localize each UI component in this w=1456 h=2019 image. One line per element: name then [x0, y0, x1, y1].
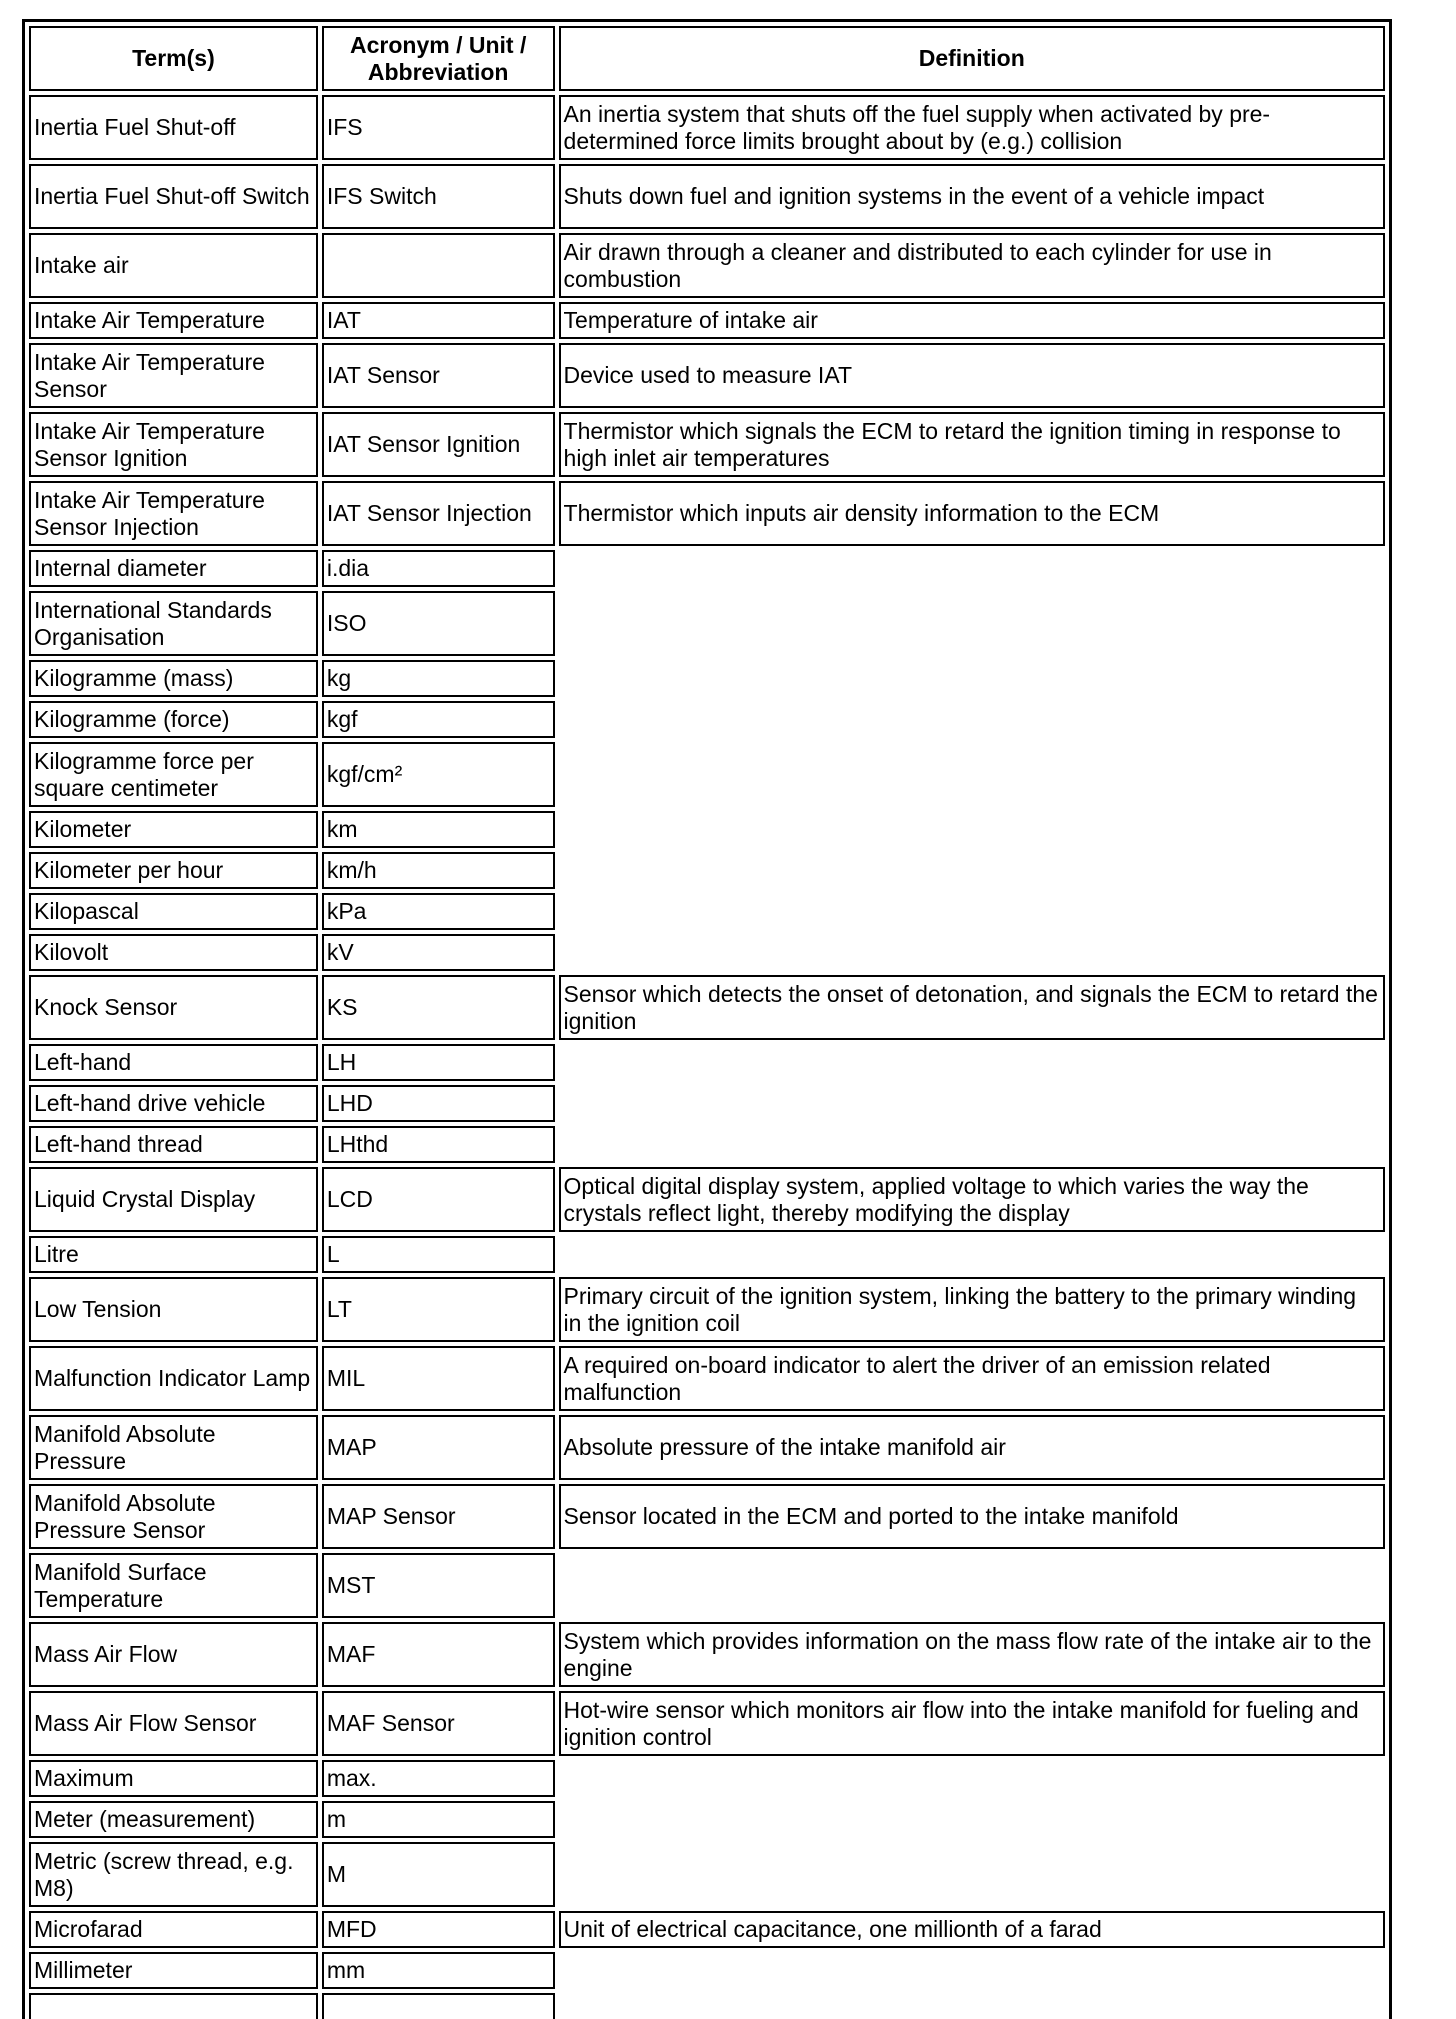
term-cell: Meter (measurement) [29, 1801, 318, 1838]
table-row [29, 701, 1385, 738]
table-row [29, 975, 1385, 1040]
definition-cell [559, 1993, 1385, 2019]
definition-cell [559, 1553, 1385, 1618]
definition-cell: Shuts down fuel and ignition systems in the event of a vehicle impact [559, 164, 1385, 229]
definition-cell: Hot-wire sensor which monitors air flow into the intake manifold for fueling and ignition control [559, 1691, 1385, 1756]
table-row [29, 233, 1385, 298]
acronym-cell: kgf/cm² [322, 742, 555, 807]
acronym-cell: kg [322, 660, 555, 697]
definition-cell: Absolute pressure of the intake manifold air [559, 1415, 1385, 1480]
acronym-cell: IAT Sensor Injection [322, 481, 555, 546]
table-row [29, 302, 1385, 339]
term-cell: Low Tension [29, 1277, 318, 1342]
acronym-cell: km/h [322, 852, 555, 889]
acronym-cell: MAP Sensor [322, 1484, 555, 1549]
acronym-cell: MFD [322, 1911, 555, 1948]
term-cell: Intake Air Temperature Sensor [29, 343, 318, 408]
table-row [29, 481, 1385, 546]
acronym-cell: kPa [322, 893, 555, 930]
table-row [29, 1952, 1385, 1989]
term-cell: Microfarad [29, 1911, 318, 1948]
term-cell: Kilometer [29, 811, 318, 848]
definition-cell: Device used to measure IAT [559, 343, 1385, 408]
term-cell [29, 1993, 318, 2019]
table-row [29, 1085, 1385, 1122]
acronym-cell: ISO [322, 591, 555, 656]
term-cell: Intake Air Temperature [29, 302, 318, 339]
glossary-table [25, 22, 1389, 2019]
definition-cell [559, 852, 1385, 889]
acronym-cell [322, 1993, 555, 2019]
definition-cell [559, 1842, 1385, 1907]
glossary-table-frame [22, 19, 1392, 2019]
header-acronym: Acronym / Unit / Abbreviation [322, 26, 555, 91]
acronym-cell: LH [322, 1044, 555, 1081]
header-row [29, 26, 1385, 91]
table-row [29, 1801, 1385, 1838]
acronym-cell: MAF [322, 1622, 555, 1687]
acronym-cell: IAT Sensor Ignition [322, 412, 555, 477]
table-row [29, 893, 1385, 930]
table-row [29, 1415, 1385, 1480]
table-row [29, 660, 1385, 697]
definition-cell [559, 660, 1385, 697]
definition-cell: Air drawn through a cleaner and distributed to each cylinder for use in combustion [559, 233, 1385, 298]
acronym-cell: kgf [322, 701, 555, 738]
table-row [29, 742, 1385, 807]
table-row [29, 1553, 1385, 1618]
table-row [29, 1167, 1385, 1232]
table-row [29, 343, 1385, 408]
definition-cell: Thermistor which inputs air density information to the ECM [559, 481, 1385, 546]
term-cell: Mass Air Flow [29, 1622, 318, 1687]
acronym-cell: IAT [322, 302, 555, 339]
table-row [29, 1622, 1385, 1687]
definition-cell [559, 742, 1385, 807]
term-cell: Kilometer per hour [29, 852, 318, 889]
acronym-cell: MST [322, 1553, 555, 1618]
table-row [29, 811, 1385, 848]
acronym-cell: LHD [322, 1085, 555, 1122]
table-row [29, 95, 1385, 160]
term-cell: Inertia Fuel Shut-off Switch [29, 164, 318, 229]
term-cell: Left-hand [29, 1044, 318, 1081]
header-definition: Definition [559, 26, 1385, 91]
definition-cell: Unit of electrical capacitance, one millionth of a farad [559, 1911, 1385, 1948]
table-row [29, 1842, 1385, 1907]
term-cell: Intake Air Temperature Sensor Injection [29, 481, 318, 546]
acronym-cell: i.dia [322, 550, 555, 587]
acronym-cell: LCD [322, 1167, 555, 1232]
term-cell: Manifold Absolute Pressure [29, 1415, 318, 1480]
acronym-cell: LHthd [322, 1126, 555, 1163]
acronym-cell: KS [322, 975, 555, 1040]
acronym-cell: MIL [322, 1346, 555, 1411]
definition-cell: Optical digital display system, applied voltage to which varies the way the crystals reflect light, thereby modifying the display [559, 1167, 1385, 1232]
term-cell: Internal diameter [29, 550, 318, 587]
term-cell: Left-hand thread [29, 1126, 318, 1163]
term-cell: Knock Sensor [29, 975, 318, 1040]
term-cell: Inertia Fuel Shut-off [29, 95, 318, 160]
definition-cell [559, 1044, 1385, 1081]
definition-cell: An inertia system that shuts off the fuel supply when activated by pre-determined force limits brought about by (e.g.) collision [559, 95, 1385, 160]
table-row [29, 550, 1385, 587]
term-cell: Mass Air Flow Sensor [29, 1691, 318, 1756]
term-cell: International Standards Organisation [29, 591, 318, 656]
definition-cell: System which provides information on the mass flow rate of the intake air to the engine [559, 1622, 1385, 1687]
acronym-cell: L [322, 1236, 555, 1273]
table-row [29, 934, 1385, 971]
term-cell: Manifold Absolute Pressure Sensor [29, 1484, 318, 1549]
term-cell: Intake Air Temperature Sensor Ignition [29, 412, 318, 477]
definition-cell [559, 1801, 1385, 1838]
definition-cell [559, 1236, 1385, 1273]
definition-cell [559, 1085, 1385, 1122]
definition-cell [559, 591, 1385, 656]
definition-cell: Sensor which detects the onset of detonation, and signals the ECM to retard the ignition [559, 975, 1385, 1040]
definition-cell [559, 893, 1385, 930]
table-row [29, 412, 1385, 477]
definition-cell [559, 1760, 1385, 1797]
table-row [29, 1236, 1385, 1273]
acronym-cell: m [322, 1801, 555, 1838]
definition-cell: A required on-board indicator to alert the driver of an emission related malfunction [559, 1346, 1385, 1411]
term-cell: Kilogramme force per square centimeter [29, 742, 318, 807]
term-cell: Kilogramme (force) [29, 701, 318, 738]
table-row [29, 1346, 1385, 1411]
term-cell: Kilogramme (mass) [29, 660, 318, 697]
acronym-cell: mm [322, 1952, 555, 1989]
acronym-cell [322, 233, 555, 298]
table-row [29, 1911, 1385, 1948]
acronym-cell: M [322, 1842, 555, 1907]
acronym-cell: IFS Switch [322, 164, 555, 229]
term-cell: Maximum [29, 1760, 318, 1797]
definition-cell [559, 811, 1385, 848]
table-row [29, 1691, 1385, 1756]
term-cell: Millimeter [29, 1952, 318, 1989]
acronym-cell: max. [322, 1760, 555, 1797]
term-cell: Litre [29, 1236, 318, 1273]
term-cell: Intake air [29, 233, 318, 298]
acronym-cell: kV [322, 934, 555, 971]
definition-cell: Sensor located in the ECM and ported to the intake manifold [559, 1484, 1385, 1549]
acronym-cell: MAP [322, 1415, 555, 1480]
term-cell: Metric (screw thread, e.g. M8) [29, 1842, 318, 1907]
term-cell: Left-hand drive vehicle [29, 1085, 318, 1122]
table-row [29, 1277, 1385, 1342]
acronym-cell: IFS [322, 95, 555, 160]
term-cell: Kilopascal [29, 893, 318, 930]
table-row [29, 852, 1385, 889]
definition-cell: Temperature of intake air [559, 302, 1385, 339]
term-cell: Kilovolt [29, 934, 318, 971]
header-term: Term(s) [29, 26, 318, 91]
table-row [29, 1993, 1385, 2019]
acronym-cell: km [322, 811, 555, 848]
definition-cell [559, 1126, 1385, 1163]
term-cell: Manifold Surface Temperature [29, 1553, 318, 1618]
table-row [29, 1044, 1385, 1081]
table-row [29, 1484, 1385, 1549]
acronym-cell: IAT Sensor [322, 343, 555, 408]
definition-cell [559, 1952, 1385, 1989]
table-row [29, 164, 1385, 229]
acronym-cell: LT [322, 1277, 555, 1342]
table-row [29, 1760, 1385, 1797]
table-row [29, 591, 1385, 656]
definition-cell [559, 934, 1385, 971]
table-row [29, 1126, 1385, 1163]
definition-cell [559, 701, 1385, 738]
definition-cell: Thermistor which signals the ECM to retard the ignition timing in response to high inlet air temperatures [559, 412, 1385, 477]
definition-cell [559, 550, 1385, 587]
definition-cell: Primary circuit of the ignition system, linking the battery to the primary winding in the ignition coil [559, 1277, 1385, 1342]
term-cell: Liquid Crystal Display [29, 1167, 318, 1232]
acronym-cell: MAF Sensor [322, 1691, 555, 1756]
term-cell: Malfunction Indicator Lamp [29, 1346, 318, 1411]
